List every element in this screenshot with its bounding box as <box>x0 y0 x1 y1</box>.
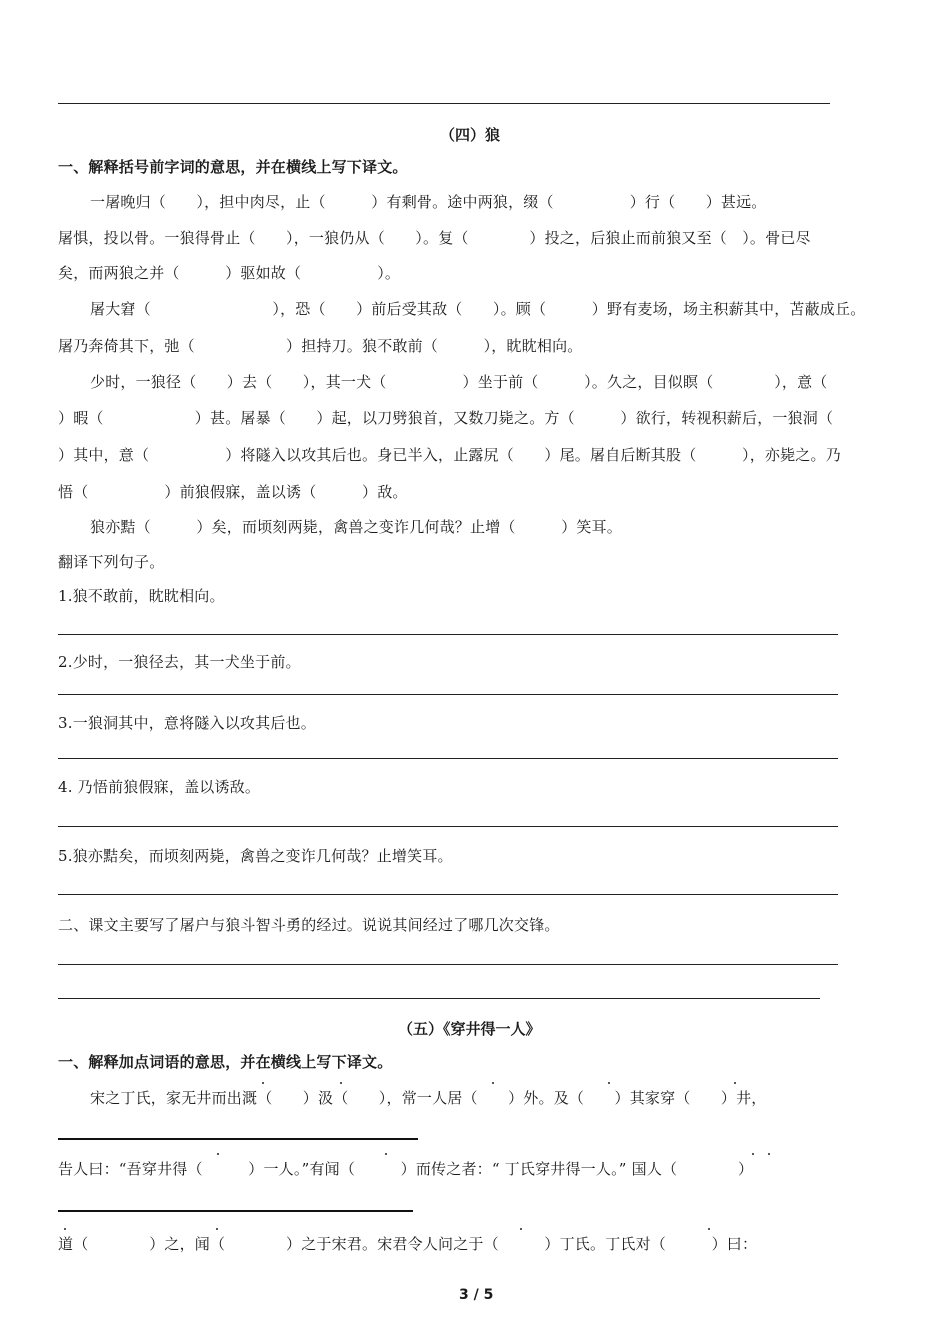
answer-line-1[interactable] <box>58 634 838 635</box>
answer-line-2[interactable] <box>58 694 838 695</box>
answer-line-8[interactable] <box>58 1138 418 1140</box>
section-5-line-3: 道（ ）之，闻（ ）之于宋君。宋君令人问之于（ ）丁氏。丁氏对（ ）曰： <box>58 1235 758 1253</box>
emphasis-dot <box>768 1153 770 1155</box>
passage-line-2: 屠惧，投以骨。一狼得骨止（ ），一狼仍从（ ）。复（ ）投之，后狼止而前狼又至（ ）。骨已尽 <box>58 229 811 247</box>
section-5-line-2: 告人曰：“吾穿井得（ ）一人。”有闻（ ）而传之者：“ 丁氏穿井得一人。” 国人（ ） <box>58 1160 754 1178</box>
passage-line-7: ）暇（ ）甚。屠暴（ ）起，以刀劈狼首，又数刀毙之。方（ ）欲行，转视积薪后，一狼洞（ <box>58 409 834 427</box>
emphasis-dot <box>492 1082 494 1084</box>
emphasis-dot <box>520 1228 522 1230</box>
answer-line-6[interactable] <box>58 964 838 965</box>
passage-line-10: 狼亦黠（ ）矣，而顷刻两毙，禽兽之变诈几何哉？止增（ ）笑耳。 <box>90 518 623 536</box>
emphasis-dot <box>608 1082 610 1084</box>
emphasis-dot <box>385 1153 387 1155</box>
emphasis-dot <box>217 1153 219 1155</box>
emphasis-dot <box>340 1082 342 1084</box>
passage-line-3: 矣，而两狼之并（ ）驱如故（ ）。 <box>58 264 401 282</box>
page-number: 3 / 5 <box>459 1287 494 1303</box>
answer-line-3[interactable] <box>58 758 838 759</box>
section-5-title: （五）《穿井得一人》 <box>398 1020 541 1038</box>
answer-line-5[interactable] <box>58 894 838 895</box>
passage-line-5: 屠乃奔倚其下，弛（ ）担持刀。狼不敢前（ ），眈眈相向。 <box>58 337 583 355</box>
passage-line-9: 悟（ ）前狼假寐，盖以诱（ ）敌。 <box>58 483 408 501</box>
answer-line-7[interactable] <box>58 998 820 999</box>
passage-line-4: 屠大窘（ ），恐（ ）前后受其敌（ ）。顾（ ）野有麦场，场主积薪其中，苫蔽成丘。 <box>90 300 866 318</box>
sentence-1: 1.狼不敢前，眈眈相向。 <box>58 587 225 605</box>
emphasis-dot <box>752 1153 754 1155</box>
passage-line-6: 少时，一狼径（ ）去（ ），其一犬（ ）坐于前（ ）。久之，目似瞑（ ），意（ <box>90 373 828 391</box>
emphasis-dot <box>262 1082 264 1084</box>
emphasis-dot <box>734 1082 736 1084</box>
section-5-line-1: 宋之丁氏，家无井而出溉（ ）汲（ ），常一人居（ ）外。及（ ）其家穿（ ）井， <box>90 1089 767 1107</box>
sentence-3: 3.一狼洞其中，意将隧入以攻其后也。 <box>58 714 316 732</box>
passage-line-1: 一屠晚归（ ），担中肉尽，止（ ）有剩骨。途中两狼，缀（ ）行（ ）甚远。 <box>90 193 767 211</box>
section-4-title: （四）狼 <box>440 126 501 144</box>
emphasis-dot <box>216 1228 218 1230</box>
section-4-question-2: 二、课文主要写了屠户与狼斗智斗勇的经过。说说其间经过了哪几次交锋。 <box>58 916 560 934</box>
emphasis-dot <box>708 1228 710 1230</box>
sentence-2: 2.少时，一狼径去，其一犬坐于前。 <box>58 653 301 671</box>
top-divider <box>58 103 830 104</box>
passage-line-8: ）其中，意（ ）将隧入以攻其后也。身已半入，止露尻（ ）尾。屠自后断其股（ ），亦毙之。乃 <box>58 446 841 464</box>
section-4-question-1: 一、解释括号前字词的意思，并在横线上写下译文。 <box>58 158 408 176</box>
translate-heading: 翻译下列句子。 <box>58 553 165 571</box>
sentence-4: 4. 乃悟前狼假寐，盖以诱敌。 <box>58 778 261 796</box>
answer-line-4[interactable] <box>58 826 838 827</box>
answer-line-9[interactable] <box>58 1210 413 1212</box>
sentence-5: 5.狼亦黠矣，而顷刻两毙，禽兽之变诈几何哉？止增笑耳。 <box>58 847 453 865</box>
emphasis-dot <box>64 1228 66 1230</box>
section-5-question-1: 一、解释加点词语的意思，并在横线上写下译文。 <box>58 1053 393 1071</box>
